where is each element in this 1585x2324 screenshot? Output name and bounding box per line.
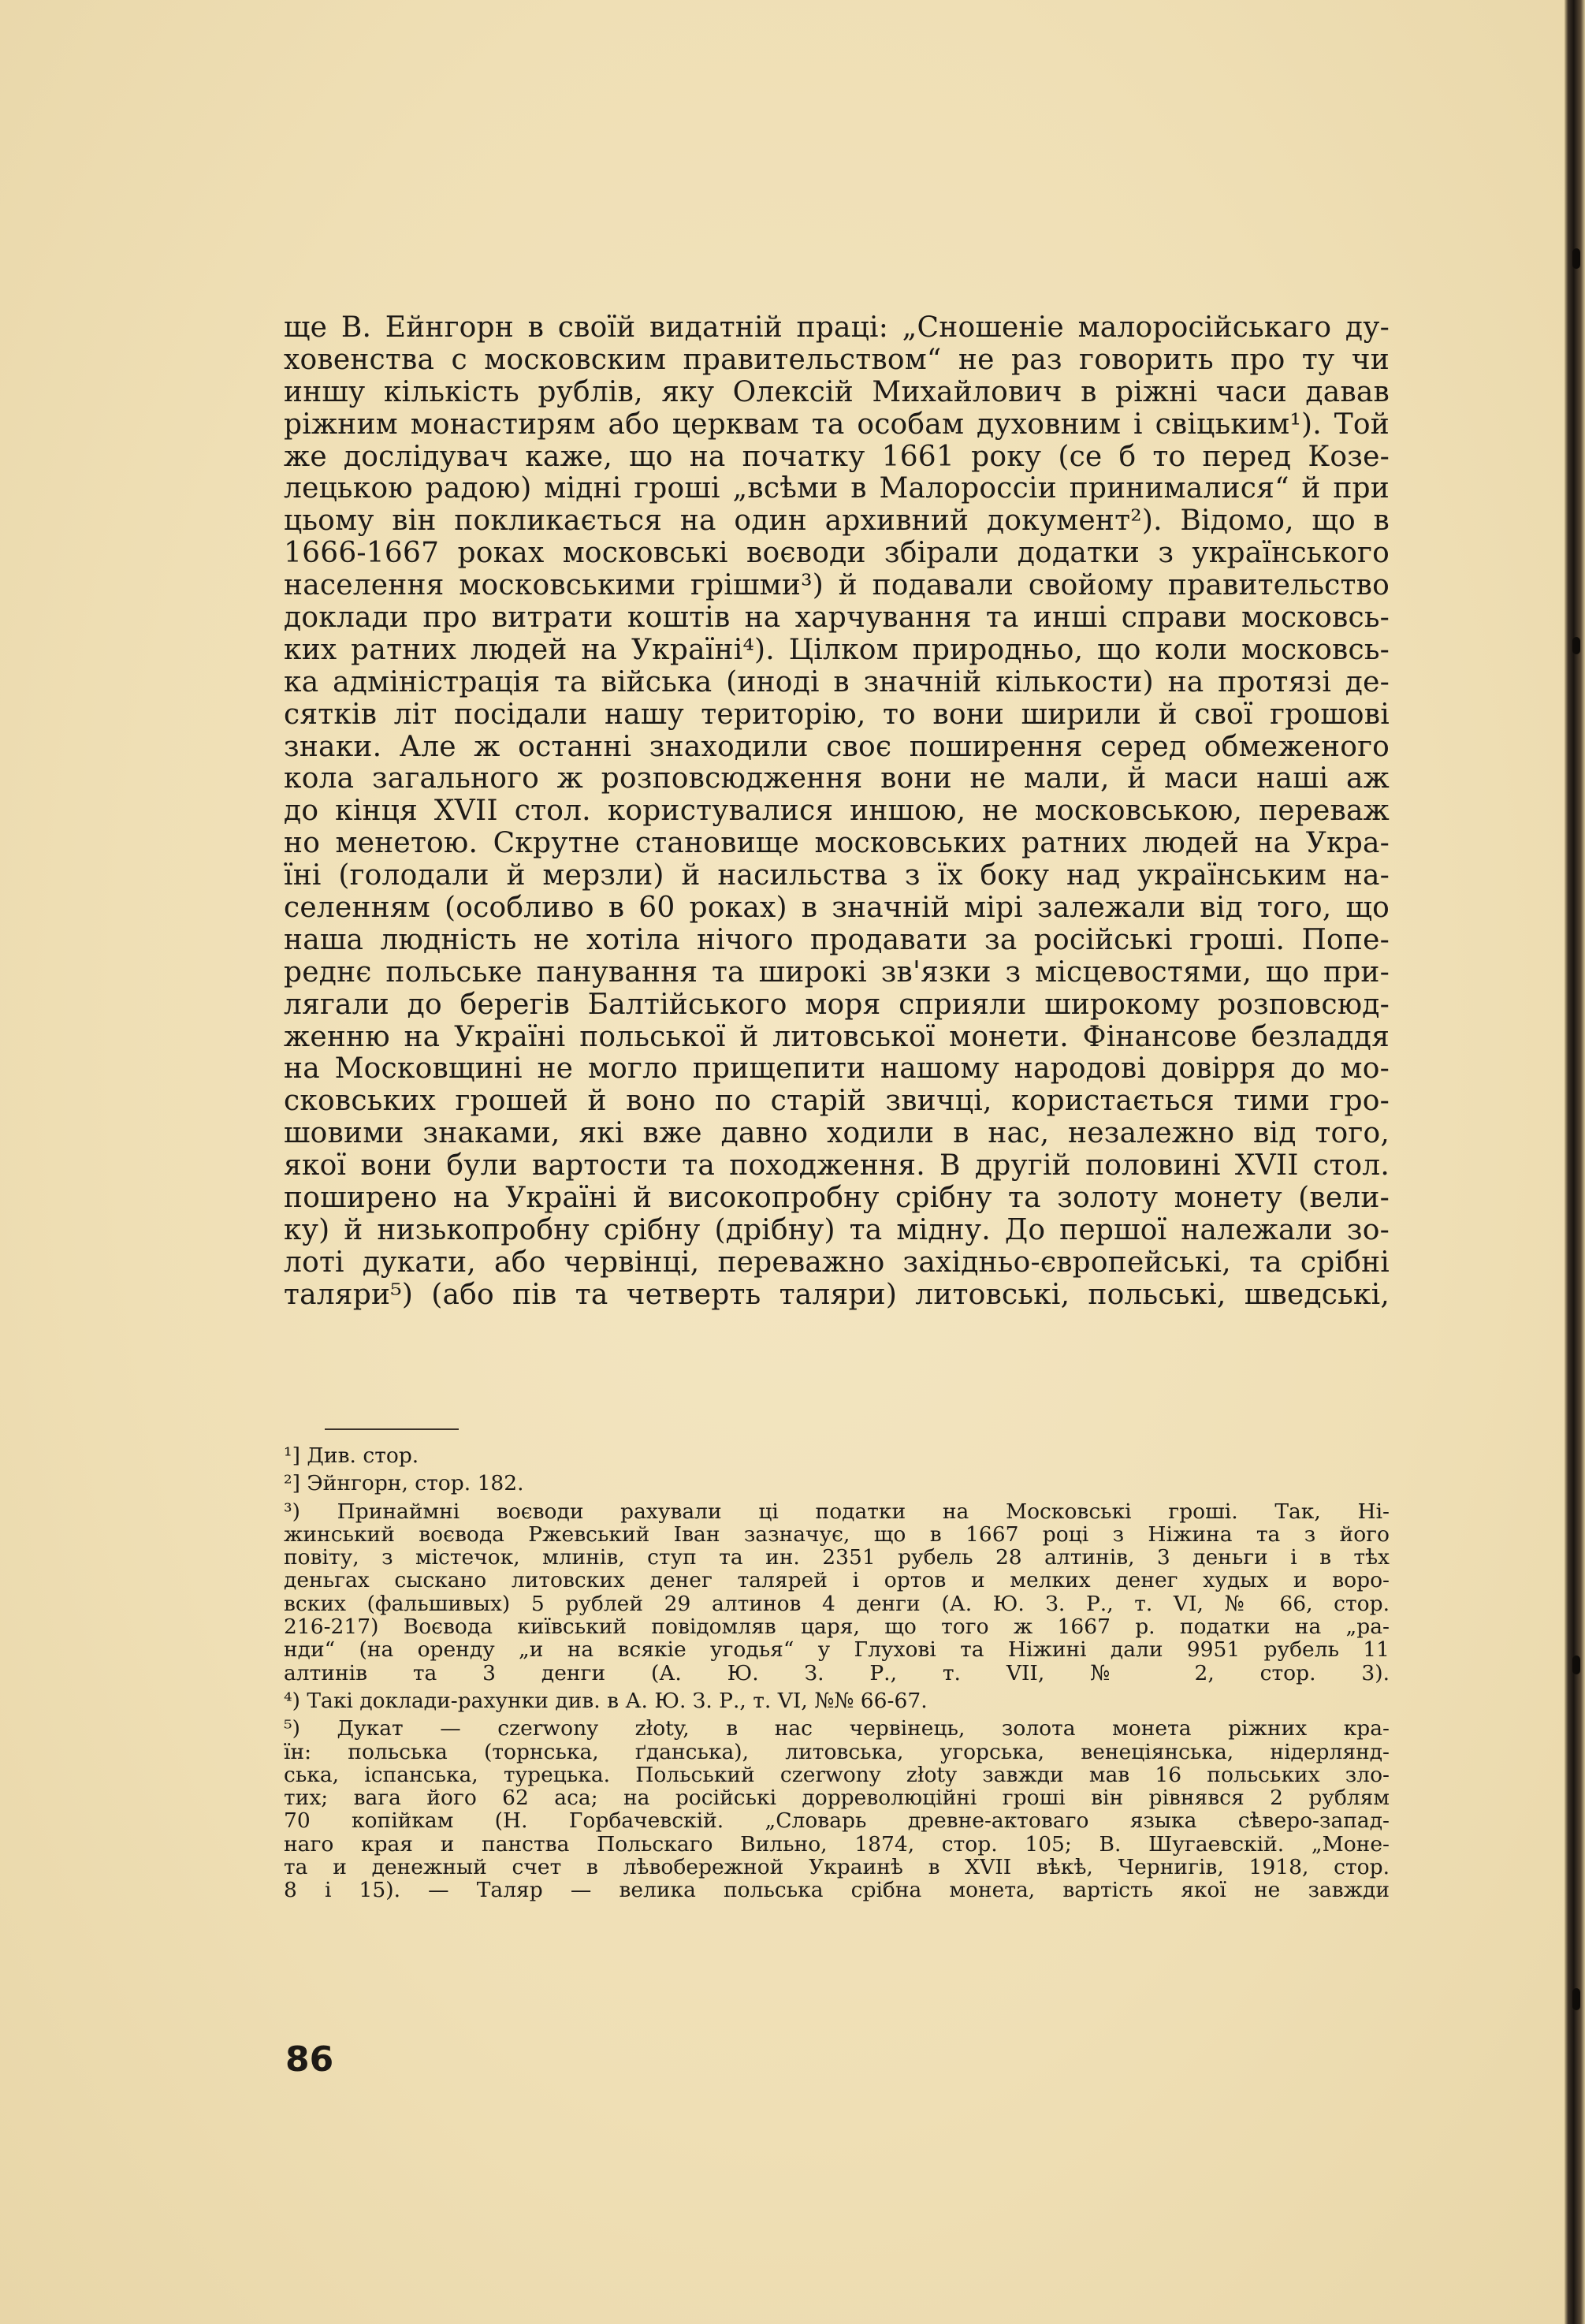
edge-mark xyxy=(1572,1988,1580,2010)
body-line: їні (голодали й мерзли) й насильства з їх боку над українським на- xyxy=(284,859,1390,892)
body-line: реднє польське панування та широкі зв'язки з місцевостями, що при- xyxy=(284,955,1390,989)
footnote-line: вских (фальшивых) 5 рублей 29 алтинов 4 денги (А. Ю. З. Р., т. VI, № 66, стор. xyxy=(284,1591,1390,1616)
body-line: ховенства с московским правительством“ не раз говорить про ту чи xyxy=(284,343,1390,376)
edge-mark xyxy=(1572,637,1580,654)
footnote-line: ³) Принаймні воєводи рахували ці податки на Московські гроші. Так, Ні- xyxy=(284,1499,1390,1524)
body-line: знаки. Але ж останні знаходили своє поширення серед обмеженого xyxy=(284,730,1390,763)
footnote-line: ⁴) Такі доклади-рахунки див. в А. Ю. З. Р., т. VI, №№ 66-67. xyxy=(284,1688,928,1713)
body-line: якої вони були вартости та походження. В другій половині XVII стол. xyxy=(284,1149,1390,1182)
body-line: шовими знаками, які вже давно ходили в нас, незалежно від того, xyxy=(284,1117,1390,1150)
body-line: ких ратних людей на Україні⁴). Цілком природньо, що коли московсь- xyxy=(284,633,1390,666)
footnote-line: ²] Эйнгорн, стор. 182. xyxy=(284,1471,524,1496)
footnote-line: повіту, з містечок, млинів, ступ та ин. 2351 рубель 28 алтинів, 3 деньги і в тѣх xyxy=(284,1545,1390,1570)
body-line: ще В. Ейнгорн в своїй видатній праці: „Сношеніе малоросійськаго ду- xyxy=(284,311,1390,344)
body-line: иншу кількість рублів, яку Олексій Михайлович в ріжні часи давав xyxy=(284,375,1390,408)
body-line: лецькою радою) мідні гроші „всѣми в Малороссіи принималися“ й при xyxy=(284,472,1390,505)
edge-mark xyxy=(1572,1655,1580,1674)
footnote-line: алтинів та 3 денги (А. Ю. З. Р., т. VII, № 2, стор. 3). xyxy=(284,1660,1390,1685)
footnote-line: їн: польська (торнська, ґданська), литовська, угорська, венеціянська, нідерлянд- xyxy=(284,1739,1390,1764)
footnote-line: наго края и панства Польскаго Вильно, 1874, стор. 105; В. Шугаевскій. „Моне- xyxy=(284,1831,1390,1857)
footnote-line: ¹] Див. стор. xyxy=(284,1443,419,1468)
body-line: кола загального ж розповсюдження вони не мали, й маси наші аж xyxy=(284,762,1390,795)
footnote-gap xyxy=(284,1902,1390,1907)
edge-mark xyxy=(1572,248,1580,269)
body-line: лягали до берегів Балтійського моря сприяли широкому розповсюд- xyxy=(284,988,1390,1021)
body-line: доклади про витрати коштів на харчування та инші справи московсь- xyxy=(284,601,1390,635)
body-line: сковських грошей й воно по старій звичці, користається тими гро- xyxy=(284,1085,1390,1118)
body-line: ка адміністрація та війська (иноді в значній кількости) на протязі де- xyxy=(284,665,1390,698)
footnote-line: нди“ (на оренду „и на всякіе угодья“ у Глухові та Ніжині дали 9951 рубель 11 xyxy=(284,1637,1390,1663)
body-line: ку) й низькопробну срібну (дрібну) та мідну. До першої належали зо- xyxy=(284,1213,1390,1246)
body-line: цьому він покликається на один архивний документ²). Відомо, що в xyxy=(284,505,1390,538)
footnote-line: ⁵) Дукат — czerwony złoty, в нас червінець, золота монета ріжних кра- xyxy=(284,1716,1390,1741)
footnote-line: 216-217) Воєвода київський повідомляв царя, що того ж 1667 р. податки на „ра- xyxy=(284,1615,1390,1640)
footnote-line: деньгах сыскано литовских денег талярей і ортов и мелких денег худых и воро- xyxy=(284,1568,1390,1593)
footnote-line: 8 і 15). — Таляр — велика польська срібна монета, вартість якої не завжди xyxy=(284,1878,1390,1903)
body-text xyxy=(284,312,1390,1312)
body-line: населення московськими грішми³) й подавали свойому правительство xyxy=(284,569,1390,602)
body-line: ріжним монастирям або церквам та особам духовним і свіцьким¹). Той xyxy=(284,408,1390,441)
body-line: таляри⁵) (або пів та четверть таляри) литовські, польські, шведські, xyxy=(284,1278,1390,1311)
body-line: селенням (особливо в 60 роках) в значній мірі залежали від того, що xyxy=(284,892,1390,925)
body-line: лоті дукати, або червінці, переважно західньо-європейські, та срібні xyxy=(284,1246,1390,1279)
body-line: наша людність не хотіла нічого продавати за російські гроші. Попе- xyxy=(284,923,1390,956)
footnote-line: та и денежный счет в лѣвобережной Украинѣ в XVII вѣкѣ, Чернигів, 1918, стор. xyxy=(284,1855,1390,1880)
page-number: 86 xyxy=(285,2039,334,2080)
body-line: до кінця XVII стол. користувалися иншою, не московською, переваж xyxy=(284,795,1390,828)
page-edge xyxy=(1565,0,1585,2324)
footnote-rule xyxy=(325,1428,459,1430)
body-line: сятків літ посідали нашу територію, то вони ширили й свої грошові xyxy=(284,698,1390,731)
body-line: женню на Україні польської й литовської монети. Фінансове безладдя xyxy=(284,1020,1390,1053)
body-line: 1666-1667 роках московські воєводи збірали додатки з українського xyxy=(284,537,1390,570)
body-line: но менетою. Скрутне становище московських ратних людей на Укра- xyxy=(284,827,1390,860)
body-line: же дослідувач каже, що на початку 1661 року (се б то перед Козе- xyxy=(284,440,1390,473)
footnote-line: жинський воєвода Ржевський Іван зазначує, що в 1667 році з Ніжина та з його xyxy=(284,1521,1390,1547)
footnote-line: 70 копійкам (Н. Горбачевскій. „Словарь древне-актоваго языка сѣверо-запад- xyxy=(284,1808,1390,1834)
body-line: на Московщині не могло прищепити нашому народові довірря до мо- xyxy=(284,1052,1390,1086)
footnote-line: тих; вага його 62 аса; на російські дорреволюційні гроші він рівнявся 2 рублям xyxy=(284,1786,1390,1811)
footnote-line: ська, іспанська, турецька. Польський czerwony złoty завжди мав 16 польських зло- xyxy=(284,1762,1390,1787)
body-line: поширено на Україні й високопробну срібну та золоту монету (вели- xyxy=(284,1182,1390,1215)
footnotes xyxy=(284,1444,1390,1907)
